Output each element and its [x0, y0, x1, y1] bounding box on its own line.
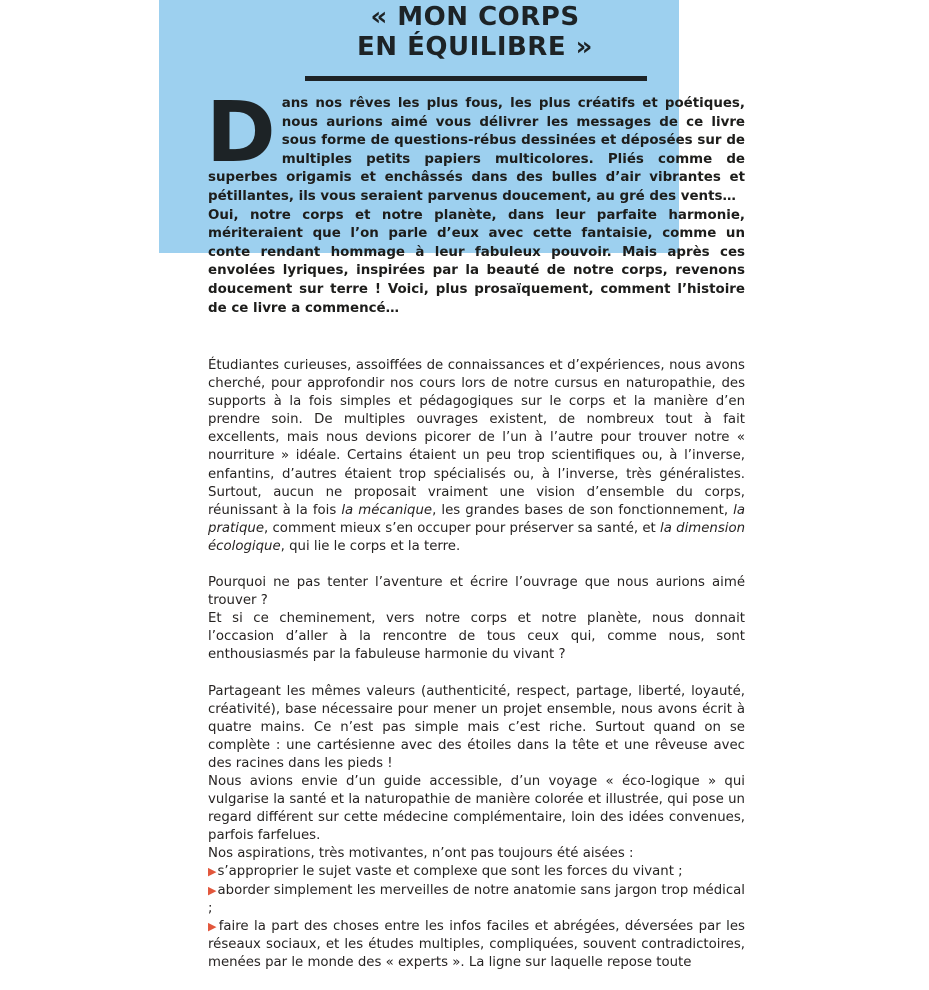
body-paragraph-3: Et si ce cheminement, vers notre corps et notre planète, nous donnait l’occasion d’aller à la rencontre de tous ceux qui, comme nous, sont enthousiasmés par la fabuleuse harmonie du vivant ?: [208, 611, 745, 663]
intro-text: [206, 83, 745, 318]
triangle-right-icon: ▶: [208, 865, 217, 879]
body-paragraph-2: Pourquoi ne pas tenter l’aventure et écrire l’ouvrage que nous aurions aimé trouver ?: [208, 575, 745, 609]
triangle-right-icon: ▶: [208, 919, 218, 933]
bullet-text: faire la part des choses entre les infos faciles et abrégées, déversées par les réseaux sociaux, et les études multiples, compliquées, souvent contradictoires, menées par le monde des « experts ». La ligne sur laquelle repose toute: [208, 918, 745, 970]
bullet-item: [208, 863, 745, 881]
body-paragraph-1-part-d: , qui lie le corps et la terre.: [280, 538, 461, 554]
body-paragraph-1: [208, 357, 745, 556]
bullet-text: aborder simplement les merveilles de notre anatomie sans jargon trop médical ;: [208, 882, 745, 916]
triangle-right-icon: ▶: [208, 883, 217, 897]
body-paragraph-1-part-a: Étudiantes curieuses, assoiffées de connaissances et d’expériences, nous avons cherché, pour approfondir nos cours lors de notre cursus en naturopathie, des supports à la fois simples et pédagogiques sur le corps et la manière d’en prendre soin. De multiples ouvrages existent, de nombreux tout à fait excellents, mais nous devions picorer de l’un à l’autre pour trouver notre « nourriture » idéale. Certains étaient un peu trop scientifiques ou, à l’inverse, enfantins, d’autres étaient trop spécialisés ou, à l’inverse, très généralistes. Surtout, aucun ne proposait vraiment une vision d’ensemble du corps, réunissant à la fois: [208, 358, 745, 518]
intro-paragraph-2: Oui, notre corps et notre planète, dans leur parfaite harmonie, mériteraient que l’on parle d’eux avec cette fantaisie, comme un conte rendant hommage à leur fabuleux pouvoir. Mais après ces envolées lyriques, inspirées par la beauté de notre corps, revenons doucement sur terre ! Voici, plus prosaïquement, comment l’histoire de ce livre a commencé…: [208, 207, 745, 316]
emphasis-ecology: la dimension écologique: [208, 520, 746, 554]
body-paragraph-1-part-b: , les grandes bases de son fonctionnement,: [432, 502, 734, 518]
title-divider: [305, 76, 647, 81]
body-paragraph-1-part-c: , comment mieux s’en occuper pour préserver sa santé, et: [264, 520, 661, 536]
intro-paragraph-1: ans nos rêves les plus fous, les plus créatifs et poétiques, nous aurions aimé vous délivrer les messages de ce livre sous forme de questions-rébus dessinées et déposées sur de multiples petits papiers multicolores. Pliés comme de superbes origamis et enchâssés dans des bulles d’air vibrantes et pétillantes, ils vous seraient parvenus doucement, au gré des vents…: [208, 96, 745, 204]
emphasis-mechanics: la mécanique: [341, 502, 433, 518]
drop-cap: D: [206, 83, 276, 181]
paragraph-gap: [208, 665, 745, 683]
body-text: [208, 357, 745, 972]
chapter-title-line-2: EN ÉQUILIBRE »: [357, 32, 593, 62]
bullet-item: [208, 882, 745, 918]
emphasis-practice: la pratique: [208, 502, 745, 536]
body-paragraph-5: Nous avions envie d’un guide accessible, d’un voyage « éco-logique » qui vulgarise la santé et la naturopathie de manière colorée et illustrée, qui pose un regard différent sur cette médecine complémentaire, loin des idées convenues, parfois farfelues.: [208, 773, 745, 844]
bullet-text: s’approprier le sujet vaste et complexe que sont les forces du vivant ;: [217, 864, 683, 880]
chapter-title: [300, 2, 650, 62]
body-paragraph-4: Partageant les mêmes valeurs (authenticité, respect, partage, liberté, loyauté, créativité), base nécessaire pour mener un projet ensemble, nous avons écrit à quatre mains. Ce n’est pas simple mais c’est riche. Surtout quand on se complète : une cartésienne avec des étoiles dans la tête et une rêveuse avec des racines dans les pieds !: [208, 683, 745, 771]
body-paragraph-6: Nos aspirations, très motivantes, n’ont pas toujours été aisées :: [208, 846, 634, 862]
paragraph-gap: [208, 556, 745, 574]
chapter-title-line-1: « MON CORPS: [370, 2, 580, 32]
bullet-item: [208, 918, 745, 972]
